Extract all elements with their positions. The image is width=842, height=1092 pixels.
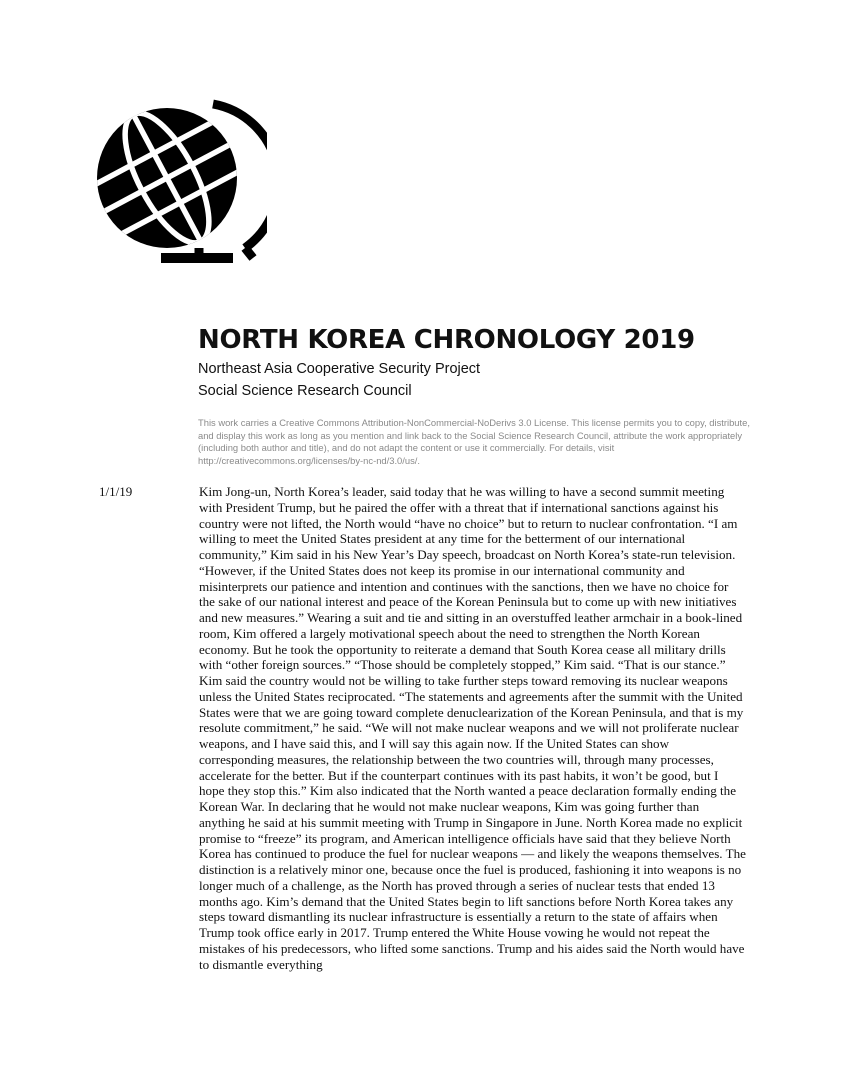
entry-text: Kim Jong-un, North Korea’s leader, said today that he was willing to have a second summit meeting with President Trump, but he paired the offer with a threat that if international sanctions against his country were not lifted, the North would “have no choice” but to return to nuclear confrontation. “I am willing to meet the United States president at any time for the betterment of our international community,” Kim said in his New Year’s Day speech, broadcast on North Korea’s state-run television. “However, if the United States does not keep its promise in our international community and misinterprets our patience and intention and continues with the sanctions, then we have no choice for the sake of our national interest and peace of the Korean Peninsula but to come up with new initiatives and new measures.” Wearing a suit and tie and sitting in an overstuffed leather armchair in a book-lined room, Kim offered a largely motivational speech about the need to strengthen the North Korean economy. But he took the opportunity to reiterate a demand that South Korea cease all military drills with “other foreign sources.” “Those should be completely stopped,” Kim said. “That is our stance.” Kim said the country would not be willing to take further steps toward removing its nuclear weapons unless the United States reciprocated. “The statements and agreements after the summit with the United States were that we are going toward complete denuclearization of the Korean Peninsula, and that is my resolute commitment,” he said. “We will not make nuclear weapons and we will not proliferate nuclear weapons, and I have said this, and I will say this again now. If the United States can show corresponding measures, the relationship between the two countries will, through many processes, accelerate for the better. But if the counterpart continues with its past habits, it won’t be good, but I hope they stop this.” Kim also indicated that the North wanted a peace declaration formally ending the Korean War. In declaring that he would not make nuclear weapons, Kim was going further than anything he said at his summit meeting with Trump in Singapore in June. North Korea made no explicit promise to “freeze” its program, and American intelligence officials have said that they believe North Korea has continued to produce the fuel for nuclear weapons — and likely the weapons themselves. The distinction is a relatively minor one, because once the fuel is produced, fashioning it into weapons is no longer much of a challenge, as the North has proved through a series of nuclear tests that ended 13 months ago. Kim’s demand that the United States begin to lift sanctions before North Korea takes any steps toward dismantling its nuclear infrastructure is essentially a return to the state of affairs when Trump took office early in 2017. Trump entered the White House vowing he would not repeat the mistakes of his predecessors, who lifted some sanctions. Trump and his aides said the North would have to dismantle everything: [199, 484, 746, 972]
document-header: [198, 323, 758, 467]
globe-icon: [95, 98, 267, 270]
license-notice: This work carries a Creative Commons Attribution-NonCommercial-NoDerivs 3.0 License. This license permits you to copy, distribute, and display this work as long as you mention and link back to the Social Science Research Council, attribute the work appropriately (including both author and title), and do not adapt the content or use it commercially. For details, visit http://creativecommons.org/licenses/by-nc-nd/3.0/us/.: [198, 417, 750, 466]
project-name: Northeast Asia Cooperative Security Project: [198, 361, 481, 377]
organization-name: Social Science Research Council: [198, 383, 412, 399]
document-title: NORTH KOREA CHRONOLOGY 2019: [198, 325, 695, 355]
entry-date: 1/1/19: [99, 484, 133, 499]
